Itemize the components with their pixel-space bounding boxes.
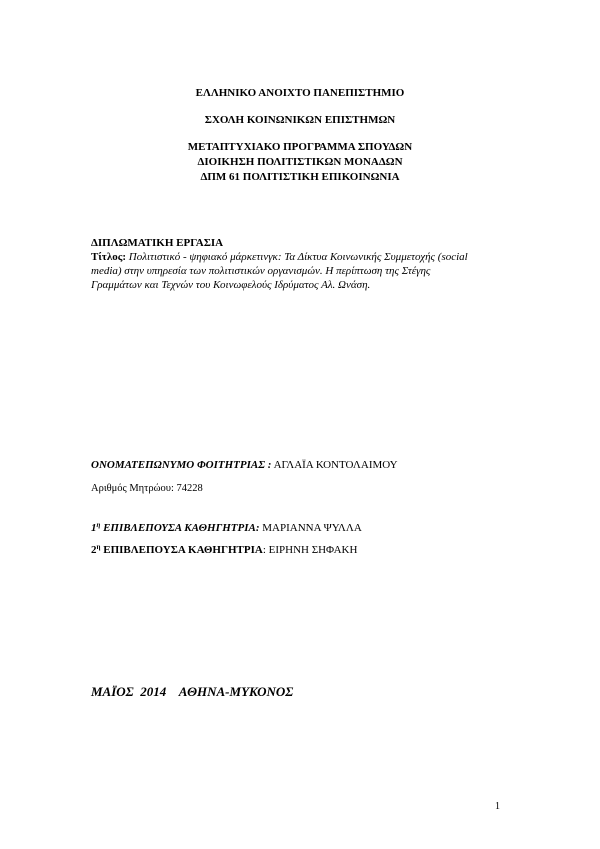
second-supervisor-number: 2 [91, 544, 97, 556]
program-line-1: ΜΕΤΑΠΤΥΧΙΑΚΟ ΠΡΟΓΡΑΜΜΑ ΣΠΟΥΔΩΝ [187, 141, 413, 153]
student-name: ΑΓΛΑΪΑ ΚΟΝΤΟΛΑΙΜΟΥ [271, 459, 398, 471]
second-supervisor-label: ΕΠΙΒΛΕΠΟΥΣΑ ΚΑΘΗΓΗΤΡΙΑ [100, 544, 263, 556]
first-supervisor-name: ΜΑΡΙΑΝΝΑ ΨΥΛΛΑ [259, 522, 362, 534]
thesis-title-line-1 [91, 251, 468, 264]
first-supervisor-sup: η [96, 521, 101, 529]
first-supervisor-label: ΕΠΙΒΛΕΠΟΥΣΑ ΚΑΘΗΓΗΤΡΙΑ: [100, 522, 260, 534]
thesis-title-line-2: media) στην υπηρεσία των πολιτιστικών οργανισμών. Η περίπτωση της Στέγης [91, 265, 431, 277]
second-supervisor-line [91, 544, 357, 557]
second-supervisor-sup: η [96, 543, 101, 551]
second-supervisor-name: : ΕΙΡΗΝΗ ΣΗΦΑΚΗ [262, 544, 358, 556]
thesis-title-line-3: Γραμμάτων και Τεχνών του Κοινωφελούς Ιδρύματος Αλ. Ωνάση. [91, 279, 371, 291]
first-supervisor-line [91, 522, 362, 535]
title-label: Τίτλος: [91, 251, 127, 263]
student-label: ΟΝΟΜΑΤΕΠΩΝΥΜΟ ΦΟΙΤΗΤΡΙΑΣ : [91, 459, 272, 471]
registry-label: Αριθμός Μητρώου: [91, 483, 174, 494]
title-text-1: Πολιτιστικό - ψηφιακό μάρκετινγκ: Τα Δίκτυα Κοινωνικής Συμμετοχής (social [126, 251, 468, 263]
thesis-heading: ΔΙΠΛΩΜΑΤΙΚΗ ΕΡΓΑΣΙΑ [91, 237, 224, 249]
registry-number: 74228 [173, 483, 203, 494]
registry-line [91, 482, 203, 495]
school-name: ΣΧΟΛΗ ΚΟΙΝΩΝΙΚΩΝ ΕΠΙΣΤΗΜΩΝ [204, 114, 396, 126]
program-line-2: ΔΙΟΙΚΗΣΗ ΠΟΛΙΤΙΣΤΙΚΩΝ ΜΟΝΑΔΩΝ [197, 156, 403, 168]
date-place: ΜΑΪΟΣ 2014 ΑΘΗΝΑ-ΜΥΚΟΝΟΣ [91, 684, 294, 699]
first-supervisor-number: 1 [91, 522, 97, 534]
university-name: ΕΛΛΗΝΙΚΟ ΑΝΟΙΧΤΟ ΠΑΝΕΠΙΣΤΗΜΙΟ [195, 87, 405, 99]
page-number: 1 [495, 801, 500, 812]
program-line-3: ΔΠΜ 61 ΠΟΛΙΤΙΣΤΙΚΗ ΕΠΙΚΟΙΝΩΝΙΑ [200, 171, 400, 183]
student-line [91, 459, 398, 472]
